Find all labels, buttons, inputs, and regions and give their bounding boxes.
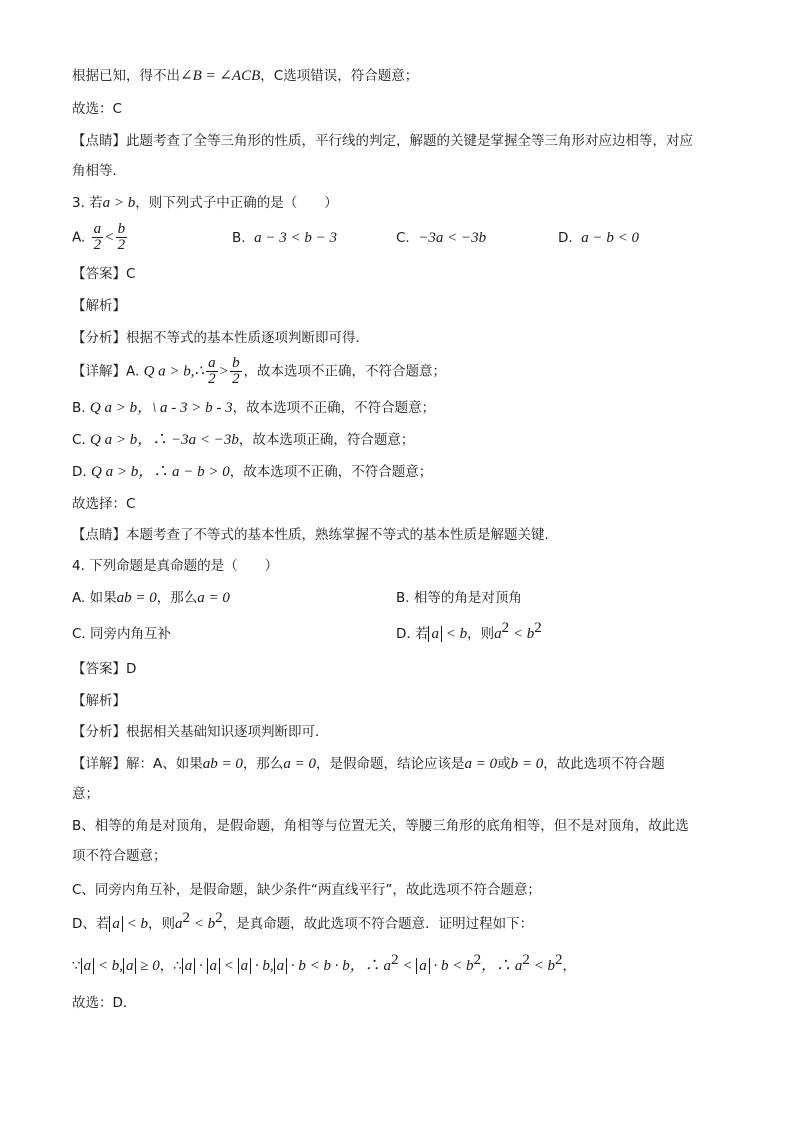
- proof-line: [72, 952, 576, 976]
- numerator: b: [117, 221, 126, 237]
- text: 【详解】A.: [72, 363, 140, 380]
- text: ，那么: [156, 590, 198, 606]
- text: ，故本选项不正确，不符合题意；: [243, 363, 447, 380]
- exponent: 2: [182, 910, 191, 926]
- option-d: [558, 228, 639, 248]
- math-expression: −3a < −3b: [418, 230, 487, 246]
- text: ，那么: [242, 756, 284, 772]
- option-label: C.: [396, 230, 410, 246]
- text: ，∴: [159, 958, 182, 974]
- remark-line: 角相等．: [72, 163, 126, 179]
- question-stem: [72, 193, 338, 213]
- text: ，故此选项不符合题: [543, 756, 665, 772]
- math-expression: ≥ 0: [136, 958, 160, 974]
- math-expression: a = 0: [197, 590, 230, 606]
- math-expression: ，∴ −3a < −3b: [137, 432, 239, 448]
- text: ，故本选项正确，符合题意；: [238, 432, 415, 448]
- question-stem: 4. 下列命题是真命题的是（ ）: [72, 558, 279, 574]
- denominator: 2: [232, 371, 240, 387]
- text-line: 故选：C: [72, 101, 122, 117]
- detail-line: [72, 910, 534, 934]
- text: D. 若: [396, 626, 429, 642]
- detail-line: [72, 356, 446, 387]
- fraction: [206, 356, 218, 387]
- math-expression: Q a > b,∴: [143, 363, 205, 380]
- option-c: C. 同旁内角互补: [72, 626, 172, 642]
- exponent: 2: [534, 620, 542, 636]
- absolute-value: a: [416, 958, 430, 974]
- answer-line: 【答案】C: [72, 266, 136, 282]
- option-a: [72, 222, 129, 253]
- math-expression: Q a > b: [90, 464, 139, 480]
- exponent: 2: [522, 952, 530, 968]
- remark-line: 【点睛】此题考查了全等三角形的性质，平行线的判定，解题的关键是掌握全等三角形对应边相等，对应: [72, 133, 693, 149]
- math-expression: < b: [441, 626, 468, 642]
- text: D.: [72, 464, 87, 480]
- text-line: [72, 66, 418, 86]
- detail-line: [72, 462, 432, 482]
- denominator: 2: [208, 371, 216, 387]
- text: ，是假命题，结论应该是: [316, 756, 465, 772]
- answer-line: 【答案】D: [72, 661, 137, 677]
- absolute-value: a: [274, 958, 288, 974]
- numerator: a: [93, 221, 102, 237]
- detail-line: B、相等的角是对顶角，是假命题，角相等与位置无关，等腰三角形的底角相等，但不是对顶角，故此选: [72, 818, 689, 834]
- detail-line: 意；: [72, 786, 99, 802]
- fraction: [92, 222, 104, 253]
- text: ，故本选项不正确，不符合题意；: [232, 400, 436, 416]
- text: ，则: [467, 626, 495, 642]
- option-b: B. 相等的角是对顶角: [396, 590, 522, 606]
- analysis-heading: 【解析】: [72, 298, 126, 314]
- text: ，C选项错误，符合题意；: [260, 68, 419, 84]
- math-expression: a − 3 < b − 3: [254, 230, 338, 246]
- math-expression: Q a > b: [90, 432, 138, 448]
- option-a: [72, 588, 230, 608]
- option-c: [396, 228, 486, 248]
- text: 3. 若: [72, 195, 103, 211]
- denominator: 2: [93, 237, 102, 253]
- exponent: 2: [554, 952, 563, 968]
- detail-line: [72, 754, 665, 774]
- absolute-value: a: [182, 958, 196, 974]
- analysis-line: 【分析】根据不等式的基本性质逐项判断即可得．: [72, 330, 369, 346]
- math-expression: Q a > b: [89, 400, 138, 416]
- math-expression: b = 0: [510, 756, 544, 772]
- math-expression: a − b < 0: [581, 230, 640, 246]
- math-expression: < b: [190, 916, 216, 932]
- math-expression: < b: [509, 626, 535, 642]
- absolute-value: a: [207, 958, 221, 974]
- math-expression: < b,: [94, 958, 123, 974]
- numerator: b: [232, 355, 240, 371]
- text: D、若: [72, 916, 110, 932]
- math-expression: ab = 0: [202, 756, 243, 772]
- text: ，: [562, 958, 576, 974]
- text: ，故本选项不正确，不符合题意；: [229, 464, 433, 480]
- absolute-value: a: [109, 916, 123, 932]
- math-expression: < b: [529, 958, 555, 974]
- numerator: a: [208, 355, 216, 371]
- math-expression: · b < b · b: [287, 958, 350, 974]
- math-expression: < b: [122, 916, 149, 932]
- math-expression: ，\ a - 3 > b - 3: [137, 400, 233, 416]
- option-b: [232, 228, 337, 248]
- math-expression: <: [220, 958, 238, 974]
- absolute-value: a: [81, 958, 95, 974]
- exponent: 2: [391, 952, 399, 968]
- math-expression: <: [398, 958, 417, 974]
- denominator: 2: [117, 237, 126, 253]
- analysis-heading: 【解析】: [72, 693, 126, 709]
- analysis-line: 【分析】根据相关基础知识逐项判断即可．: [72, 724, 329, 740]
- text: 【详解】解：A、如果: [72, 756, 203, 772]
- text: 或: [497, 756, 511, 772]
- fraction: [116, 222, 128, 253]
- absolute-value: a: [238, 958, 252, 974]
- detail-line: [72, 430, 414, 450]
- text: ，是真命题，故此选项不符合题意．证明过程如下：: [222, 916, 534, 932]
- operator: >: [219, 363, 229, 380]
- math-expression: · b,: [251, 958, 274, 974]
- detail-line: C、同旁内角互补，是假命题，缺少条件“两直线平行”，故此选项不符合题意；: [72, 882, 541, 898]
- option-label: B.: [232, 230, 246, 246]
- text-line: 故选：D．: [72, 995, 137, 1011]
- text: A. 如果: [72, 590, 117, 606]
- option-d: [396, 620, 542, 644]
- detail-line: [72, 398, 435, 418]
- math-expression: ∠B = ∠ACB: [180, 68, 261, 84]
- math-expression: a: [494, 626, 502, 642]
- text: C.: [72, 432, 86, 448]
- option-label: D.: [558, 230, 573, 246]
- text: ，则下列式子中正确的是（ ）: [135, 195, 338, 211]
- text: 根据已知，得不出: [72, 68, 180, 84]
- math-expression: ·: [195, 958, 207, 974]
- fraction: [230, 356, 242, 387]
- math-expression: ，∴ a: [481, 958, 523, 974]
- math-expression: ，∴ a: [349, 958, 392, 974]
- remark-line: 【点睛】本题考查了不等式的基本性质，熟练掌握不等式的基本性质是解题关键．: [72, 527, 558, 543]
- absolute-value: a: [123, 958, 137, 974]
- text: ∵: [72, 958, 81, 974]
- math-expression: a > b: [102, 195, 136, 211]
- detail-line: 项不符合题意；: [72, 848, 167, 864]
- math-expression: a = 0: [464, 756, 498, 772]
- math-expression: · b < b: [429, 958, 474, 974]
- operator: <: [105, 229, 114, 246]
- exponent: 2: [215, 910, 223, 926]
- text: ，则: [148, 916, 176, 932]
- exponent: 2: [501, 620, 510, 636]
- text: B.: [72, 400, 86, 416]
- text-line: 故选择：C: [72, 496, 136, 512]
- math-expression: ab = 0: [116, 590, 157, 606]
- option-label: A.: [72, 229, 86, 246]
- exponent: 2: [473, 952, 482, 968]
- math-expression: a: [175, 916, 183, 932]
- math-expression: a = 0: [283, 756, 316, 772]
- math-expression: ，∴ a − b > 0: [138, 464, 230, 480]
- absolute-value: a: [428, 626, 442, 642]
